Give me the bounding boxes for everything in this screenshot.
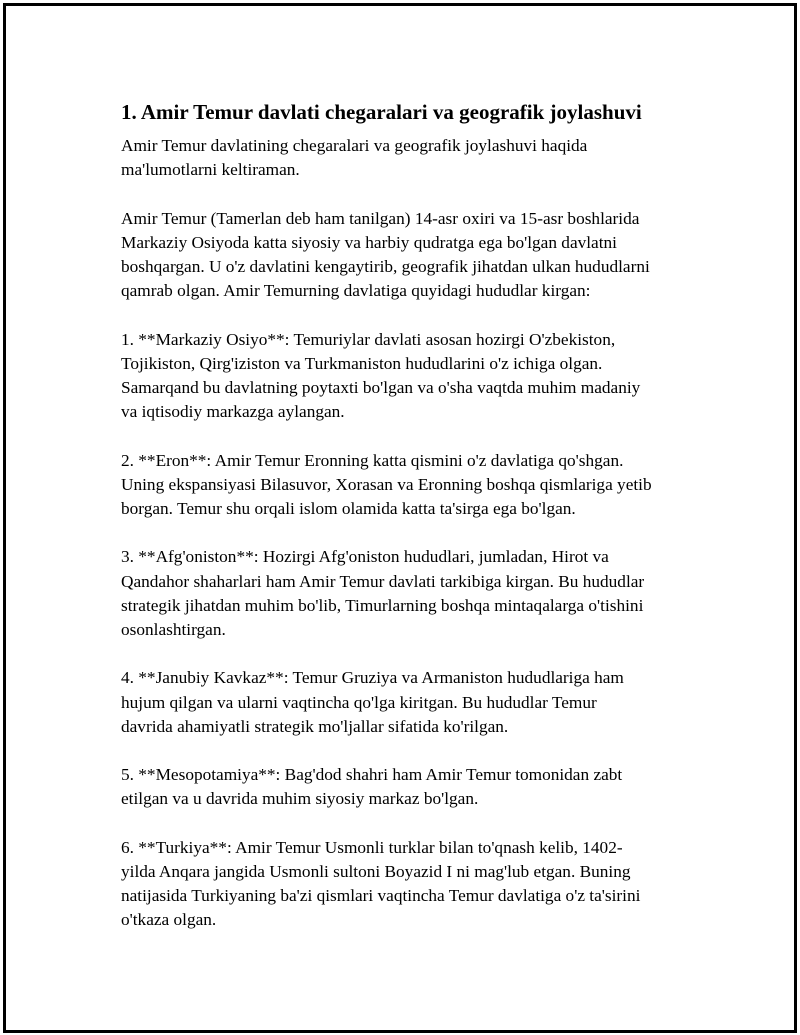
paragraph-overview: Amir Temur (Tamerlan deb ham tanilgan) 14-asr oxiri va 15-asr boshlarida Markaziy Osiyoda katta siyosiy va harbiy qudratga ega bo'lgan davlatni boshqargan. U o'z davlatini kengaytirib, geografik jihatdan ulkan hududlarni qamrab olgan. Amir Temurning davlatiga quyidagi hududlar kirgan:	[121, 208, 650, 301]
paragraph-south-caucasus: 4. **Janubiy Kavkaz**: Temur Gruziya va Armaniston hududlariga ham hujum qilgan va ularni vaqtincha qo'lga kiritgan. Bu hududlar Temur davrida ahamiyatli strategik mo'ljallar sifatida ko'rilgan.	[121, 668, 624, 736]
paragraph-afghanistan: 3. **Afg'oniston**: Hozirgi Afg'oniston hududlari, jumladan, Hirot va Qandahor shaharlari ham Amir Temur davlati tarkibiga kirgan. Bu hududlar strategik jihatdan muhim bo'lib, Timurlarning boshqa mintaqalarga o'tishini osonlashtirgan.	[121, 547, 645, 639]
paragraph-iran: 2. **Eron**: Amir Temur Eronning katta qismini o'z davlatiga qo'shgan. Uning ekspansiyasi Bilasuvor, Xorasan va Eronning boshqa qismlariga yetib borgan. Temur shu orqali islom olamida katta ta'sirga ega bo'lgan.	[121, 450, 652, 518]
paragraph-mesopotamia: 5. **Mesopotamiya**: Bag'dod shahri ham Amir Temur tomonidan zabt etilgan va u davrida muhim siyosiy markaz bo'lgan.	[121, 765, 623, 809]
paragraph-turkey: 6. **Turkiya**: Amir Temur Usmonli turklar bilan to'qnash kelib, 1402- yilda Anqara jangida Usmonli sultoni Boyazid I ni mag'lub etgan. Buning natijasida Turkiyaning ba'zi qismlari vaqtincha Temur davlatiga o'z ta'sirini o'tkaza olgan.	[121, 837, 641, 930]
document-title: 1. Amir Temur davlati chegaralari va geografik joylashuvi	[121, 100, 642, 124]
paragraph-central-asia: 1. **Markaziy Osiyo**: Temuriylar davlati asosan hozirgi O'zbekiston, Tojikiston, Qirg'iziston va Turkmaniston hududlarini o'z ichiga olgan. Samarqand bu davlatning poytaxti bo'lgan va o'sha vaqtda muhim madaniy va iqtisodiy markazga aylangan.	[121, 329, 641, 422]
document-body	[121, 99, 701, 957]
page-frame	[3, 3, 797, 1033]
paragraph-intro: Amir Temur davlatining chegaralari va geografik joylashuvi haqida ma'lumotlarni keltiraman.	[121, 136, 588, 180]
